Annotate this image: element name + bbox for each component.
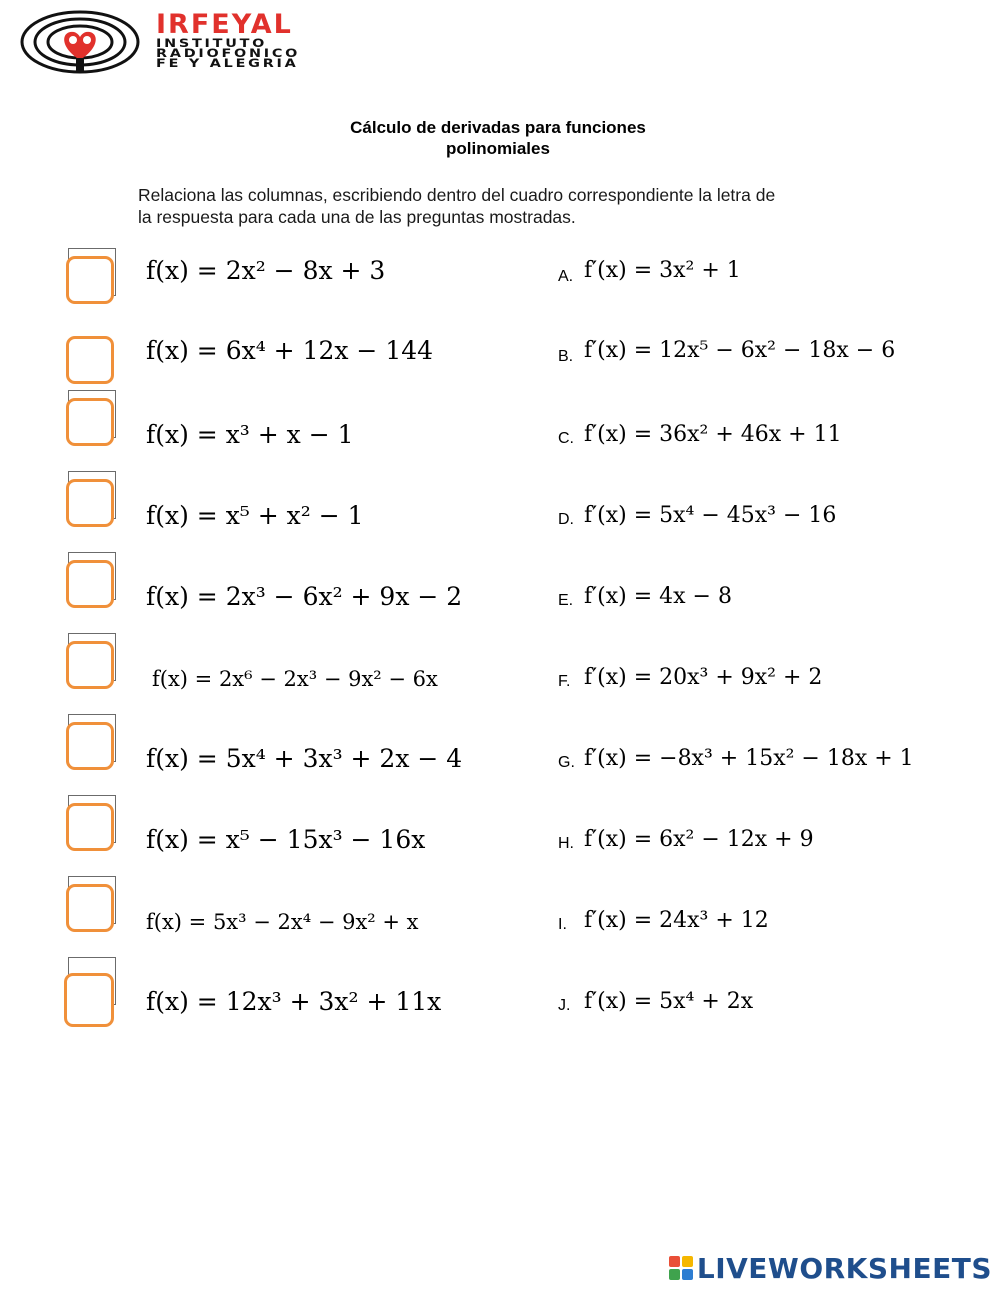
title-line-2: polinomiales: [446, 139, 550, 158]
answer-input-box[interactable]: [64, 973, 114, 1027]
option-letter: C.: [558, 430, 574, 447]
function-expression: f(x) = 12x³ + 3x² + 11x: [146, 987, 442, 1016]
question-row: [0, 390, 1000, 470]
liveworksheets-wordmark: LIVEWORKSHEETS: [696, 1251, 992, 1285]
brand-line-2: RADIOFONICO: [156, 46, 301, 60]
question-row: [0, 471, 1000, 551]
answer-input-box[interactable]: [66, 641, 114, 689]
option-letter: J.: [558, 997, 571, 1014]
question-row: [0, 957, 1000, 1037]
answer-input-box[interactable]: [66, 884, 114, 932]
title-line-1: Cálculo de derivadas para funciones: [350, 118, 646, 137]
function-expression: f(x) = x³ + x − 1: [146, 420, 354, 449]
option-letter: H.: [558, 835, 574, 852]
function-expression: f(x) = 2x³ − 6x² + 9x − 2: [146, 582, 463, 611]
option-letter: A.: [558, 268, 574, 285]
option-letter: I.: [558, 916, 567, 933]
function-expression: f(x) = 2x² − 8x + 3: [146, 256, 386, 285]
question-row: [0, 552, 1000, 632]
derivative-option: f′(x) = 12x⁵ − 6x² − 18x − 6: [584, 338, 896, 363]
brand-line-1: INSTITUTO: [156, 36, 268, 50]
derivative-option: f′(x) = 3x² + 1: [584, 258, 741, 283]
derivative-option: f′(x) = 20x³ + 9x² + 2: [584, 665, 823, 690]
brand-line-3: FE Y ALEGRIA: [156, 56, 299, 70]
function-expression: f(x) = 5x³ − 2x⁴ − 9x² + x: [146, 910, 419, 934]
instructions-line-2: la respuesta para cada una de las preguntas mostradas.: [138, 207, 576, 227]
answer-input-box[interactable]: [66, 398, 114, 446]
answer-input-box[interactable]: [66, 256, 114, 304]
function-expression: f(x) = x⁵ − 15x³ − 16x: [146, 825, 426, 854]
answer-input-box[interactable]: [66, 722, 114, 770]
question-row: [0, 795, 1000, 875]
instructions: [138, 184, 878, 228]
derivative-option: f′(x) = 24x³ + 12: [584, 908, 769, 933]
option-letter: E.: [558, 592, 574, 609]
brand-title: IRFEYAL: [156, 9, 293, 40]
option-letter: B.: [558, 348, 574, 365]
brand-name: [156, 9, 301, 70]
instructions-line-1: Relaciona las columnas, escribiendo dentro del cuadro correspondiente la letra de: [138, 185, 776, 205]
function-expression: f(x) = x⁵ + x² − 1: [146, 501, 364, 530]
question-row: [0, 633, 1000, 713]
function-expression: f(x) = 2x⁶ − 2x³ − 9x² − 6x: [152, 667, 438, 691]
irfeyal-logo: [18, 8, 358, 74]
answer-input-box[interactable]: [66, 479, 114, 527]
answer-input-box[interactable]: [66, 336, 114, 384]
derivative-option: f′(x) = 36x² + 46x + 11: [584, 422, 842, 447]
function-expression: f(x) = 6x⁴ + 12x − 144: [146, 336, 434, 365]
option-letter: D.: [558, 511, 574, 528]
function-expression: f(x) = 5x⁴ + 3x³ + 2x − 4: [146, 744, 463, 773]
radio-waves-logo-icon: [18, 8, 148, 76]
option-letter: G.: [558, 754, 575, 771]
answer-input-box[interactable]: [66, 803, 114, 851]
derivative-option: f′(x) = −8x³ + 15x² − 18x + 1: [584, 746, 914, 771]
answer-input-box[interactable]: [66, 560, 114, 608]
derivative-option: f′(x) = 4x − 8: [584, 584, 732, 609]
option-letter: F.: [558, 673, 571, 690]
derivative-option: f′(x) = 5x⁴ − 45x³ − 16: [584, 503, 837, 528]
liveworksheets-logo-icon: [669, 1256, 693, 1280]
derivative-option: f′(x) = 5x⁴ + 2x: [584, 989, 754, 1014]
question-row: [0, 248, 1000, 328]
derivative-option: f′(x) = 6x² − 12x + 9: [584, 827, 814, 852]
liveworksheets-footer: [669, 1251, 992, 1285]
question-row: [0, 714, 1000, 794]
question-row: [0, 876, 1000, 956]
worksheet-title: [0, 117, 996, 159]
